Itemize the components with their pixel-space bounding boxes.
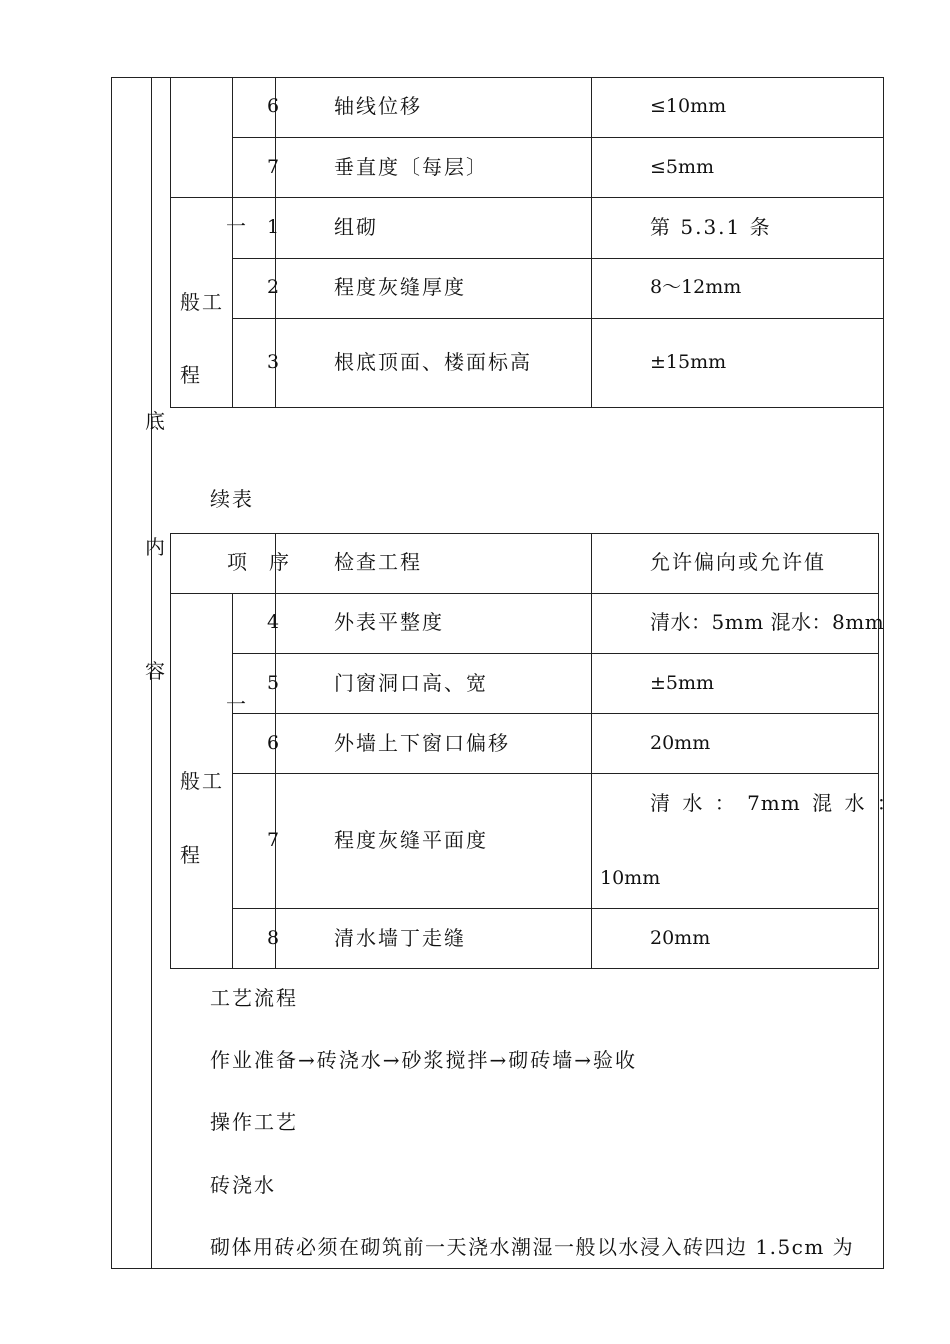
table-row-no: 6	[267, 732, 280, 754]
table-row-no: 7	[267, 156, 280, 178]
table-row-value: 清 水 ： 7mm 混 水 ：	[650, 791, 898, 815]
table-row-no: 3	[267, 351, 280, 373]
table-row-value: 20mm	[650, 927, 711, 949]
table-row-value: 8～12mm	[650, 276, 742, 298]
paragraph-brick-watering-text: 砌体用砖必须在砌筑前一天浇水潮湿一般以水浸入砖四边 1.5cm 为	[210, 1235, 855, 1259]
outer-frame-top	[111, 77, 884, 78]
paragraph-operation-title: 操作工艺	[210, 1110, 298, 1134]
table-row-value: ≤5mm	[650, 156, 715, 178]
table-2-header-col1: 项	[227, 550, 249, 574]
paragraph-process-title: 工艺流程	[210, 986, 298, 1010]
table-row-no: 7	[267, 829, 280, 851]
continued-label: 续表	[210, 487, 254, 511]
table-row-no: 5	[267, 672, 280, 694]
table-row-no: 2	[267, 276, 280, 298]
table-2-header-col4: 允许偏向或允许值	[650, 550, 826, 574]
side-label-char-1: 底	[145, 409, 167, 433]
table-row-item: 程度灰缝平面度	[334, 828, 488, 852]
table-row-value: 清水：5mm 混水：8mm	[650, 610, 885, 634]
table-2-group-bot: 程	[180, 843, 202, 867]
table-2-header-col2: 序	[269, 550, 291, 574]
table-1-group-top: 一	[226, 214, 248, 238]
table-row-item: 轴线位移	[334, 94, 422, 118]
table-2-group-mid: 般工	[180, 769, 224, 793]
table-row-no: 6	[267, 95, 280, 117]
table-row-item: 外表平整度	[334, 610, 444, 634]
table-row-item: 垂直度〔每层〕	[334, 155, 488, 179]
table-row-item: 外墙上下窗口偏移	[334, 731, 510, 755]
outer-frame-bottom	[111, 1268, 884, 1269]
table-row-item: 清水墙丁走缝	[334, 926, 466, 950]
table-row-value-continued: 10mm	[600, 867, 661, 889]
table-row-item: 根底顶面、楼面标高	[334, 350, 532, 374]
paragraph-brick-watering-title: 砖浇水	[210, 1173, 276, 1197]
table-row-item: 程度灰缝厚度	[334, 275, 466, 299]
paragraph-process-flow: 作业准备→砖浇水→砂浆搅拌→砌砖墙→验收	[210, 1048, 638, 1072]
table-row-value: ±5mm	[650, 672, 715, 694]
table-2-header-col3: 检查工程	[334, 550, 422, 574]
table-row-no: 8	[267, 927, 280, 949]
side-label-char-2: 内	[145, 535, 167, 559]
table-2-group-top: 一	[226, 692, 248, 716]
table-row-no: 4	[267, 611, 280, 633]
table-row-item: 门窗洞口高、宽	[334, 671, 488, 695]
table-1-group-mid: 般工	[180, 290, 224, 314]
table-row-item: 组砌	[334, 215, 378, 239]
side-label-char-3: 容	[145, 659, 167, 683]
outer-frame-left	[111, 77, 112, 1268]
table-row-value: ±15mm	[650, 351, 727, 373]
table-1-group-bot: 程	[180, 363, 202, 387]
table-row-value: 第 5.3.1 条	[650, 215, 772, 239]
table-row-no: 1	[267, 216, 280, 238]
table-row-value: 20mm	[650, 732, 711, 754]
outer-frame-right	[883, 77, 884, 1268]
table-row-value: ≤10mm	[650, 95, 727, 117]
